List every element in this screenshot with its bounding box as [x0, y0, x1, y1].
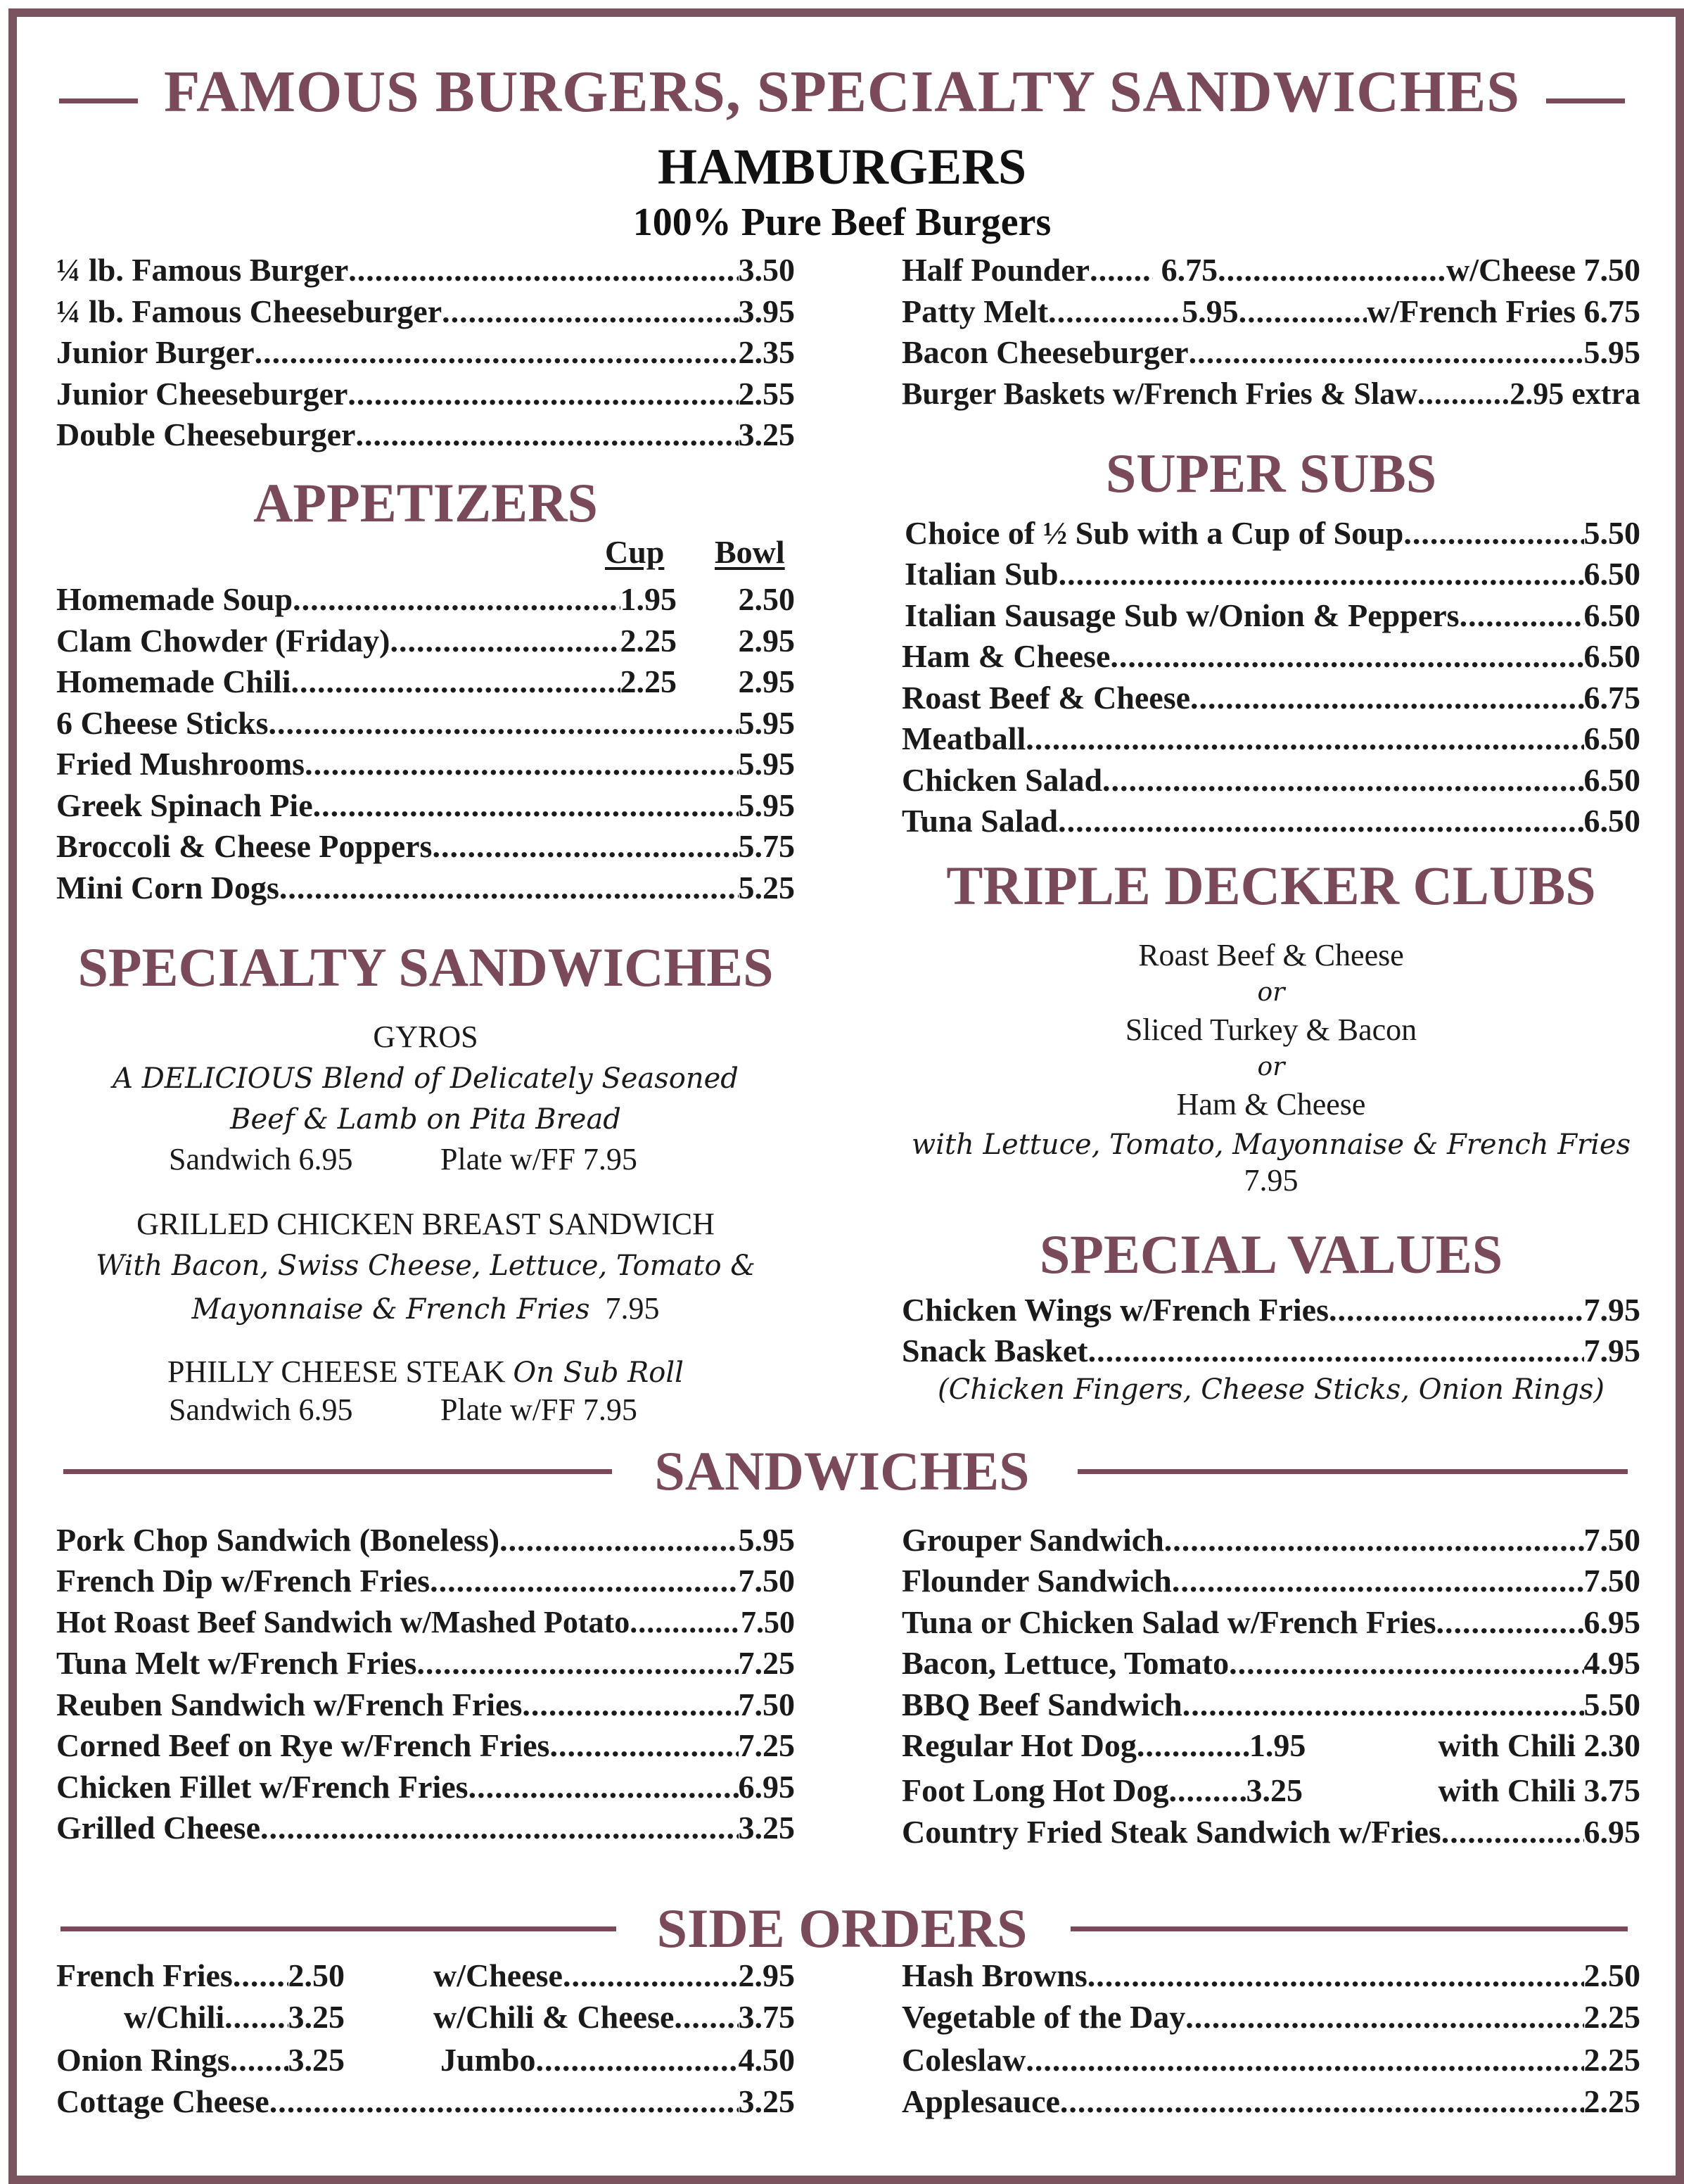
menu-item-half-pounder: Half Pounder ..... 6.75 ..... w/Cheese 7.50 [902, 250, 1640, 291]
special-values-heading: SPECIAL VALUES [1039, 1224, 1503, 1285]
menu-item: Flounder Sandwich ..... 7.50 [902, 1561, 1640, 1601]
side-item-fries: French Fries ..... 2.50 [56, 1955, 345, 1996]
title-rule-right [1546, 99, 1625, 103]
menu-item-baskets: Burger Baskets w/French Fries & Slaw ..... 2.95 extra [902, 374, 1640, 414]
specialty-heading: SPECIALTY SANDWICHES [77, 937, 774, 998]
menu-item: Italian Sausage Sub w/Onion & Peppers ..... 6.50 [905, 595, 1640, 636]
menu-item: Junior Burger ..... 2.35 [56, 332, 795, 373]
menu-item: Fried Mushrooms ..... 5.95 [56, 744, 795, 785]
menu-item: Chicken Fillet w/French Fries ..... 6.95 [56, 1767, 795, 1808]
chicken-sandwich-title: GRILLED CHICKEN BREAST SANDWICH [136, 1207, 715, 1241]
menu-item: 6 Cheese Sticks ..... 5.95 [56, 703, 795, 744]
menu-item: Chicken Salad ..... 6.50 [902, 760, 1640, 801]
club-price: 7.95 [1244, 1163, 1299, 1198]
menu-title: FAMOUS BURGERS, SPECIALTY SANDWICHES [164, 59, 1520, 125]
clubs-heading: TRIPLE DECKER CLUBS [946, 855, 1596, 916]
menu-item: Italian Sub ..... 6.50 [905, 554, 1640, 595]
menu-item: Choice of ½ Sub with a Cup of Soup ..... 5.50 [905, 513, 1640, 554]
side-item: Hash Browns ..... 2.50 [902, 1955, 1640, 1996]
sandwiches-rule-right [1078, 1469, 1628, 1474]
menu-item: Junior Cheeseburger ..... 2.55 [56, 374, 795, 414]
side-item-onion-rings: Onion Rings ..... 3.25 [56, 2040, 345, 2081]
menu-item: Broccoli & Cheese Poppers ..... 5.75 [56, 826, 795, 867]
side-orders-heading: SIDE ORDERS [656, 1898, 1028, 1959]
club-option-2: Sliced Turkey & Bacon [1125, 1012, 1417, 1047]
philly-title: PHILLY CHEESE STEAK On Sub Roll [167, 1354, 684, 1389]
philly-plate-price: Plate w/FF 7.95 [440, 1392, 637, 1427]
menu-item-patty-melt: Patty Melt ..... 5.95 ..... w/French Fries 6.75 [902, 291, 1640, 332]
menu-item: Pork Chop Sandwich (Boneless) ..... 5.95 [56, 1520, 795, 1561]
soup-item: Clam Chowder (Friday) ..... 2.25 2.95 [56, 621, 795, 661]
chicken-description-1: With Bacon, Swiss Cheese, Lettuce, Tomato & [96, 1250, 755, 1282]
menu-item: Mini Corn Dogs ..... 5.25 [56, 868, 795, 908]
side-item-w-chili-cheese: w/Chili & Cheese ..... 3.75 [433, 1997, 795, 2038]
appetizers-heading: APPETIZERS [253, 472, 598, 533]
chicken-description-2: Mayonnaise & French Fries 7.95 [191, 1291, 660, 1326]
club-or-2: or [1257, 1053, 1285, 1081]
menu-item: Chicken Wings w/French Fries ..... 7.95 [902, 1290, 1640, 1331]
gyros-title: GYROS [373, 1020, 478, 1054]
gyros-sandwich-price: Sandwich 6.95 [169, 1142, 353, 1176]
hamburgers-subheading: 100% Pure Beef Burgers [632, 201, 1052, 244]
club-with: with Lettuce, Tomato, Mayonnaise & French Fries [911, 1129, 1631, 1161]
menu-item: Greek Spinach Pie ..... 5.95 [56, 785, 795, 826]
menu-item: Tuna Salad ..... 6.50 [902, 801, 1640, 842]
philly-sandwich-price: Sandwich 6.95 [169, 1392, 353, 1427]
side-orders-rule-right [1071, 1926, 1628, 1931]
menu-item: Corned Beef on Rye w/French Fries ..... 7.25 [56, 1725, 795, 1766]
menu-item: Hot Roast Beef Sandwich w/Mashed Potato ..... 7.50 [56, 1602, 795, 1643]
side-item-cottage: Cottage Cheese ..... 3.25 [56, 2081, 795, 2122]
menu-item: Ham & Cheese ..... 6.50 [902, 636, 1640, 677]
side-item: Vegetable of the Day ..... 2.25 [902, 1997, 1640, 2038]
bowl-label: Bowl [715, 534, 785, 570]
club-option-1: Roast Beef & Cheese [1138, 938, 1404, 972]
menu-item: Bacon Cheeseburger ..... 5.95 [902, 332, 1640, 373]
menu-item: BBQ Beef Sandwich ..... 5.50 [902, 1684, 1640, 1725]
menu-item: Tuna or Chicken Salad w/French Fries ..... 6.95 [902, 1602, 1640, 1643]
gyros-description-1: A DELICIOUS Blend of Delicately Seasoned [113, 1062, 739, 1095]
menu-item: Reuben Sandwich w/French Fries ..... 7.50 [56, 1684, 795, 1725]
menu-item: Snack Basket ..... 7.95 [902, 1331, 1640, 1371]
club-or-1: or [1257, 978, 1285, 1007]
side-item: Applesauce ..... 2.25 [902, 2081, 1640, 2122]
side-item-jumbo: Jumbo ..... 4.50 [440, 2040, 795, 2081]
menu-item: Bacon, Lettuce, Tomato ..... 4.95 [902, 1643, 1640, 1684]
soup-item: Homemade Soup ..... 1.95 2.50 [56, 579, 795, 620]
menu-item: ¼ lb. Famous Burger ..... 3.50 [56, 250, 795, 291]
gyros-plate-price: Plate w/FF 7.95 [440, 1142, 637, 1176]
side-item-w-cheese: w/Cheese ..... 2.95 [433, 1955, 795, 1996]
side-item: Coleslaw ..... 2.25 [902, 2040, 1640, 2081]
soup-item: Homemade Chili ..... 2.25 2.95 [56, 661, 795, 702]
cup-label: Cup [605, 534, 665, 570]
special-values-note: (Chicken Fingers, Cheese Sticks, Onion Rings) [937, 1373, 1605, 1406]
menu-item-hot-dog: Regular Hot Dog ..... 1.95 with Chili 2.30 [902, 1725, 1640, 1766]
club-option-3: Ham & Cheese [1176, 1087, 1366, 1122]
menu-item-foot-long: Foot Long Hot Dog ..... 3.25 with Chili 3.75 [902, 1770, 1640, 1811]
menu-item: French Dip w/French Fries ..... 7.50 [56, 1561, 795, 1601]
menu-item: Country Fried Steak Sandwich w/Fries ..... 6.95 [902, 1812, 1640, 1853]
menu-item: Roast Beef & Cheese ..... 6.75 [902, 678, 1640, 718]
menu-item: Grilled Cheese ..... 3.25 [56, 1808, 795, 1848]
super-subs-heading: SUPER SUBS [1105, 443, 1437, 504]
sandwiches-heading: SANDWICHES [654, 1440, 1030, 1502]
menu-item: Double Cheeseburger ..... 3.25 [56, 414, 795, 455]
menu-item: Tuna Melt w/French Fries ..... 7.25 [56, 1643, 795, 1684]
menu-item: Grouper Sandwich ..... 7.50 [902, 1520, 1640, 1561]
hamburgers-heading: HAMBURGERS [657, 139, 1027, 195]
side-item-w-chili: w/Chili ..... 3.25 [124, 1997, 345, 2038]
menu-item: Meatball ..... 6.50 [902, 718, 1640, 759]
menu-item: ¼ lb. Famous Cheeseburger ..... 3.95 [56, 291, 795, 332]
gyros-description-2: Beef & Lamb on Pita Bread [230, 1103, 621, 1136]
